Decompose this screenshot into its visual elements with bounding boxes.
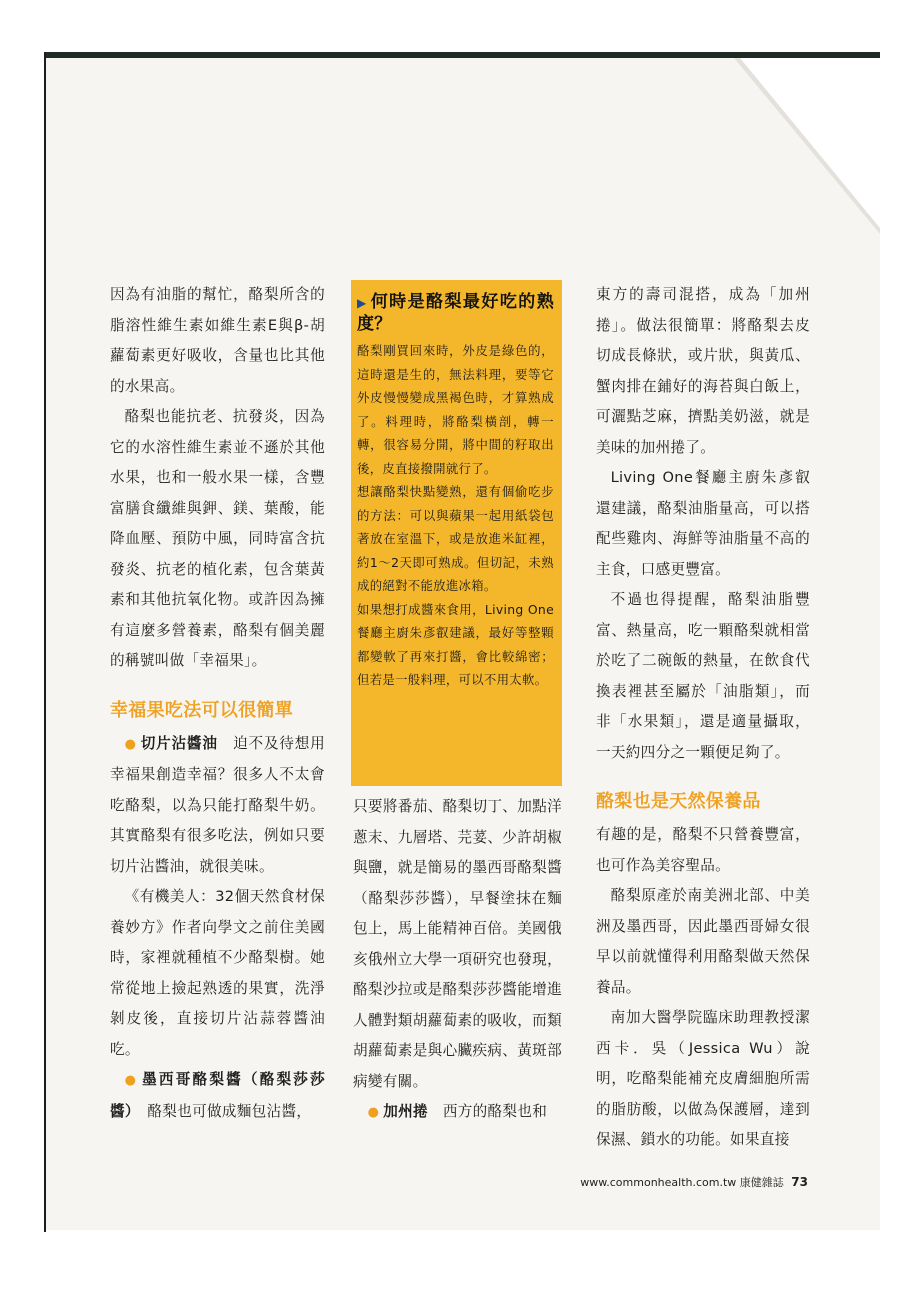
paragraph — [353, 1097, 562, 1129]
sidebar-paragraph: 酪梨剛買回來時，外皮是綠色的，這時還是生的，無法料理，要等它外皮慢慢變成黑褐色時，才算熟成了。料理時，將酪梨橫剖，轉一轉，很容易分開，將中間的籽取出後，皮直接撥開就行了。 — [357, 343, 554, 476]
paragraph: 因為有油脂的幫忙，酪梨所含的脂溶性維生素如維生素E與β-胡蘿蔔素更好吸收，含量也比其他的水果高。 — [110, 286, 325, 395]
paragraph: 酪梨原產於南美洲北部、中美洲及墨西哥，因此墨西哥婦女很早以前就懂得利用酪梨做天然保養品。 — [596, 887, 810, 996]
paragraph — [110, 1065, 325, 1127]
sidebar-paragraph: 如果想打成醬來食用，Living One餐廳主廚朱彥叡建議，最好等整顆都變軟了再來打醬，會比較綿密；但若是一般料理，可以不用太軟。 — [357, 601, 554, 687]
text-column-3 — [596, 280, 810, 1156]
sidebar-paragraph: 想讓酪梨快點變熟，還有個偷吃步的方法：可以與蘋果一起用紙袋包著放在室溫下，或是放進米缸裡，約1～2天即可熟成。但切記，未熟成的絕對不能放進冰箱。 — [357, 484, 554, 593]
subheading: 切片沾醬油 — [140, 734, 218, 752]
paragraph-text: 酪梨也可做成麵包沾醬， — [147, 1102, 312, 1120]
paragraph: 不過也得提醒，酪梨油脂豐富、熱量高，吃一顆酪梨就相當於吃了二碗飯的熱量，在飲食代換表裡甚至屬於「油脂類」，而非「水果類」，還是適量攝取，一天約四分之一顆便足夠了。 — [596, 591, 810, 761]
subheading: 墨西哥酪梨醬（酪梨莎莎醬） — [110, 1071, 325, 1120]
paragraph-text: 迫不及待想用幸福果創造幸福？很多人不太會吃酪梨，以為只能打酪梨牛奶。其實酪梨有很多吃法，例如只要切片沾醬油，就很美味。 — [110, 734, 325, 875]
sidebar-box-title — [357, 292, 554, 335]
page-fold-corner — [740, 58, 880, 228]
paragraph — [110, 729, 325, 883]
footer-magazine-name: 康健雜誌 — [739, 1176, 784, 1189]
paragraph: 只要將番茄、酪梨切丁、加點洋蔥末、九層塔、芫荽、少許胡椒與鹽，就是簡易的墨西哥酪梨醬（酪梨莎莎醬），早餐塗抹在麵包上，馬上能精神百倍。美國俄亥俄州立大學一項研究也發現，酪梨沙拉或是酪梨莎莎醬能增進人體對類胡蘿蔔素的吸收，而類胡蘿蔔素是與心臟疾病、黃斑部病變有關。 — [353, 798, 562, 1090]
section-heading: 酪梨也是天然保養品 — [596, 791, 761, 812]
section-heading: 幸福果吃法可以很簡單 — [110, 699, 293, 721]
magazine-page — [46, 52, 880, 1230]
bullet-icon: ● — [124, 1073, 139, 1088]
sidebar-box-body — [357, 339, 554, 692]
paragraph: 東方的壽司混搭，成為「加州捲」。做法很簡單：將酪梨去皮切成長條狀，或片狀，與黃瓜、蟹肉排在鋪好的海苔與白飯上，可灑點芝麻，擠點美奶滋，就是美味的加州捲了。 — [596, 286, 810, 456]
sidebar-box — [351, 280, 562, 786]
bullet-icon: ● — [367, 1105, 380, 1120]
paragraph-text: 西方的酪梨也和 — [442, 1103, 548, 1120]
page-number: 73 — [791, 1175, 808, 1189]
sidebar-box-title-text: 何時是酪梨最好吃的熟度？ — [357, 292, 555, 334]
paragraph: 《有機美人：32個天然食材保養妙方》作者向學文之前住美國時，家裡就種植不少酪梨樹。她常從地上撿起熟透的果實，洗淨剝皮後，直接切片沾蒜蓉醬油吃。 — [110, 888, 325, 1058]
paragraph: 酪梨也能抗老、抗發炎，因為它的水溶性維生素並不遜於其他水果，也和一般水果一樣，含豐富膳食纖維與鉀、鎂、葉酸，能降血壓、預防中風，同時富含抗發炎、抗老的植化素，包含葉黃素和其他抗氧化物。或許因為擁有這麼多營養素，酪梨有個美麗的稱號叫做「幸福果」。 — [110, 408, 325, 669]
text-column-1 — [110, 280, 325, 1127]
triangle-arrow-icon: ▶ — [357, 296, 368, 310]
paragraph: 南加大醫學院臨床助理教授潔西卡．吳（Jessica Wu）說明，吃酪梨能補充皮膚細胞所需的脂肪酸，以做為保護層，達到保濕、鎖水的功能。如果直接 — [596, 1009, 810, 1148]
paragraph: Living One餐廳主廚朱彥叡還建議，酪梨油脂量高，可以搭配些雞肉、海鮮等油脂量不高的主食，口感更豐富。 — [596, 469, 810, 578]
bullet-icon: ● — [124, 736, 137, 752]
page-footer — [580, 1174, 808, 1190]
subheading: 加州捲 — [383, 1103, 428, 1120]
paragraph: 有趣的是，酪梨不只營養豐富，也可作為美容聖品。 — [596, 826, 810, 874]
scan-edge — [0, 52, 46, 1232]
footer-url: www.commonhealth.com.tw — [580, 1176, 737, 1189]
text-column-2 — [353, 280, 562, 1129]
